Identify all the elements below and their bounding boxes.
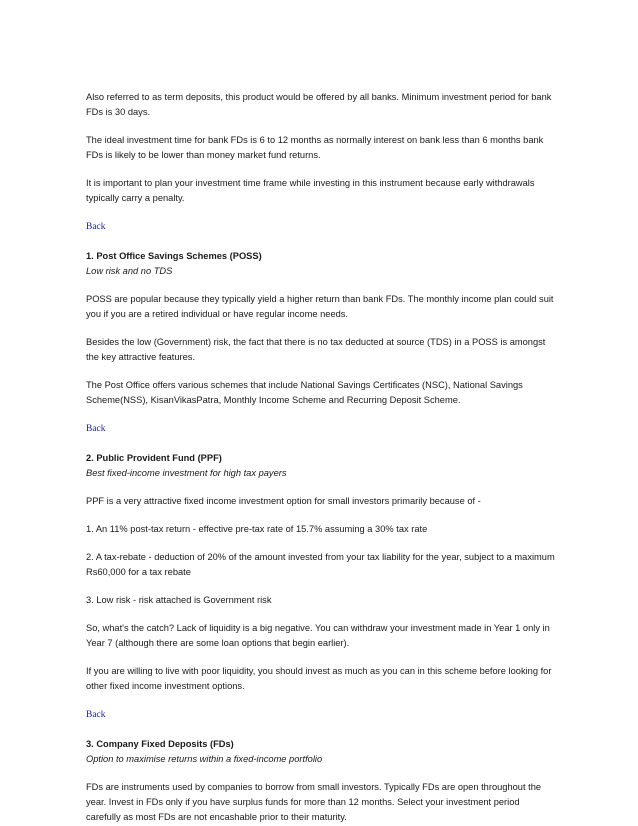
back-link-3[interactable]: Back xyxy=(86,710,106,720)
intro-paragraph-2: The ideal investment time for bank FDs is 6 to 12 months as normally interest on bank less than 6 months bank FDs is likely to be lower than money market fund returns. xyxy=(86,135,544,160)
back-link-1[interactable]: Back xyxy=(86,222,106,232)
section-heading-poss: 1. Post Office Savings Schemes (POSS) xyxy=(86,251,262,261)
section-heading-ppf: 2. Public Provident Fund (PPF) xyxy=(86,453,222,463)
company-fds-paragraph-1: FDs are instruments used by companies to borrow from small investors. Typically FDs are open throughout the year. Invest in FDs only if you have surplus funds for more than 12 months. Select your investment period carefully as most FDs are not encashable prior to their maturity. xyxy=(86,782,542,822)
ppf-paragraph-6: If you are willing to live with poor liquidity, you should invest as much as you can in this scheme before looking for other fixed income investment options. xyxy=(86,666,552,691)
ppf-paragraph-2: 1. An 11% post-tax return - effective pre-tax rate of 15.7% assuming a 30% tax rate xyxy=(86,524,428,534)
ppf-paragraph-4: 3. Low risk - risk attached is Government risk xyxy=(86,595,272,605)
ppf-paragraph-1: PPF is a very attractive fixed income investment option for small investors primarily because of - xyxy=(86,496,481,506)
poss-paragraph-1: POSS are popular because they typically yield a higher return than bank FDs. The monthly income plan could suit you if you are a retired individual or have regular income needs. xyxy=(86,294,554,319)
intro-paragraph-1: Also referred to as term deposits, this product would be offered by all banks. Minimum investment period for bank FDs is 30 days. xyxy=(86,92,552,117)
document-page xyxy=(86,90,556,825)
section-subtitle-poss: Low risk and no TDS xyxy=(86,266,173,276)
intro-paragraph-3: It is important to plan your investment time frame while investing in this instrument because early withdrawals typically carry a penalty. xyxy=(86,178,535,203)
poss-paragraph-3: The Post Office offers various schemes that include National Savings Certificates (NSC), National Savings Scheme(NSS), KisanVikasPatra, Monthly Income Scheme and Recurring Deposit Scheme. xyxy=(86,380,523,405)
section-subtitle-ppf: Best fixed-income investment for high tax payers xyxy=(86,468,287,478)
section-subtitle-company-fds: Option to maximise returns within a fixed-income portfolio xyxy=(86,754,323,764)
poss-paragraph-2: Besides the low (Government) risk, the fact that there is no tax deducted at source (TDS) in a POSS is amongst the key attractive features. xyxy=(86,337,546,362)
ppf-paragraph-5: So, what's the catch? Lack of liquidity is a big negative. You can withdraw your investment made in Year 1 only in Year 7 (although there are some loan options that begin earlier). xyxy=(86,623,550,648)
back-link-2[interactable]: Back xyxy=(86,424,106,434)
ppf-paragraph-3: 2. A tax-rebate - deduction of 20% of the amount invested from your tax liability for the year, subject to a maximum Rs60,000 for a tax rebate xyxy=(86,552,555,577)
section-heading-company-fds: 3. Company Fixed Deposits (FDs) xyxy=(86,739,234,749)
